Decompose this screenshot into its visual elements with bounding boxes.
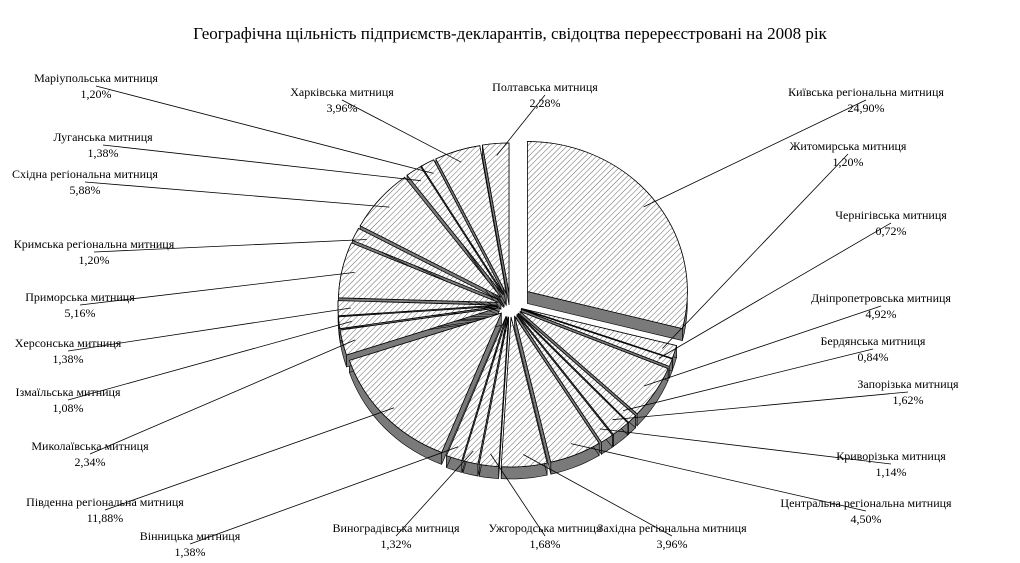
slice-label-name: Кримська регіональна митниця bbox=[13, 237, 175, 251]
slice-label-name: Приморська митниця bbox=[25, 290, 135, 304]
slice-label-name: Луганська митниця bbox=[53, 130, 153, 144]
slice-label-value: 1,14% bbox=[875, 465, 907, 479]
slice-label-name: Південна регіональна митниця bbox=[26, 495, 184, 509]
slice-label-value: 5,88% bbox=[69, 183, 101, 197]
slice-label-value: 2,28% bbox=[529, 96, 561, 110]
slice-label-name: Харківська митниця bbox=[290, 85, 394, 99]
slice-label-name: Полтавська митниця bbox=[492, 80, 598, 94]
slice-label-name: Херсонська митниця bbox=[14, 336, 122, 350]
slice-label-value: 1,20% bbox=[78, 253, 110, 267]
slice-label-name: Криворізька митниця bbox=[836, 449, 946, 463]
slice-label-name: Миколаївська митниця bbox=[31, 439, 149, 453]
slice-label-name: Запорізька митниця bbox=[857, 377, 959, 391]
leader-line bbox=[644, 100, 866, 207]
slice-label-value: 1,68% bbox=[529, 537, 561, 551]
leader-line bbox=[85, 182, 389, 207]
slice-label-name: Центральна регіональна митниця bbox=[780, 496, 952, 510]
slice-label-name: Ізмаїльська митниця bbox=[15, 385, 121, 399]
slice-label-value: 3,96% bbox=[326, 101, 358, 115]
slice-label-value: 1,38% bbox=[174, 545, 206, 559]
slice-label-name: Дніпропетровська митниця bbox=[811, 291, 951, 305]
leader-line bbox=[342, 100, 461, 162]
slice-label-name: Київська регіональна митниця bbox=[788, 85, 944, 99]
slice-label-value: 4,92% bbox=[865, 307, 897, 321]
slice-label-name: Чернігівська митниця bbox=[835, 208, 947, 222]
slice-label-name: Східна регіональна митниця bbox=[12, 167, 158, 181]
slice-label-name: Житомирська митниця bbox=[789, 139, 907, 153]
chart-title: Географічна щільність підприємств-декларантів, свідоцтва перереєстровані на 2008 рік bbox=[193, 24, 827, 43]
slice-label-value: 1,38% bbox=[52, 352, 84, 366]
slice-label-value: 11,88% bbox=[86, 511, 124, 525]
slice-label-value: 1,20% bbox=[80, 87, 112, 101]
slice-label-value: 5,16% bbox=[64, 306, 96, 320]
slice-label-name: Західна регіональна митниця bbox=[597, 521, 747, 535]
slice-label-value: 1,20% bbox=[832, 155, 864, 169]
slice-label-value: 24,90% bbox=[847, 101, 885, 115]
slice-label-value: 0,72% bbox=[875, 224, 907, 238]
slice-label-value: 3,96% bbox=[656, 537, 688, 551]
slice-label-value: 0,84% bbox=[857, 350, 889, 364]
slice-label-value: 4,50% bbox=[850, 512, 882, 526]
slice-label-name: Ужгородська митниця bbox=[488, 521, 602, 535]
slice-label-name: Маріупольська митниця bbox=[34, 71, 158, 85]
slice-label-value: 1,62% bbox=[892, 393, 924, 407]
slice-label-value: 1,08% bbox=[52, 401, 84, 415]
slice-label-value: 1,38% bbox=[87, 146, 119, 160]
slice-label-name: Вінницька митниця bbox=[139, 529, 241, 543]
slice-label-name: Бердянська митниця bbox=[820, 334, 926, 348]
leader-line bbox=[662, 154, 848, 349]
slice-label-value: 2,34% bbox=[74, 455, 106, 469]
slice-label-name: Виноградівська митниця bbox=[332, 521, 460, 535]
slice-label-value: 1,32% bbox=[380, 537, 412, 551]
